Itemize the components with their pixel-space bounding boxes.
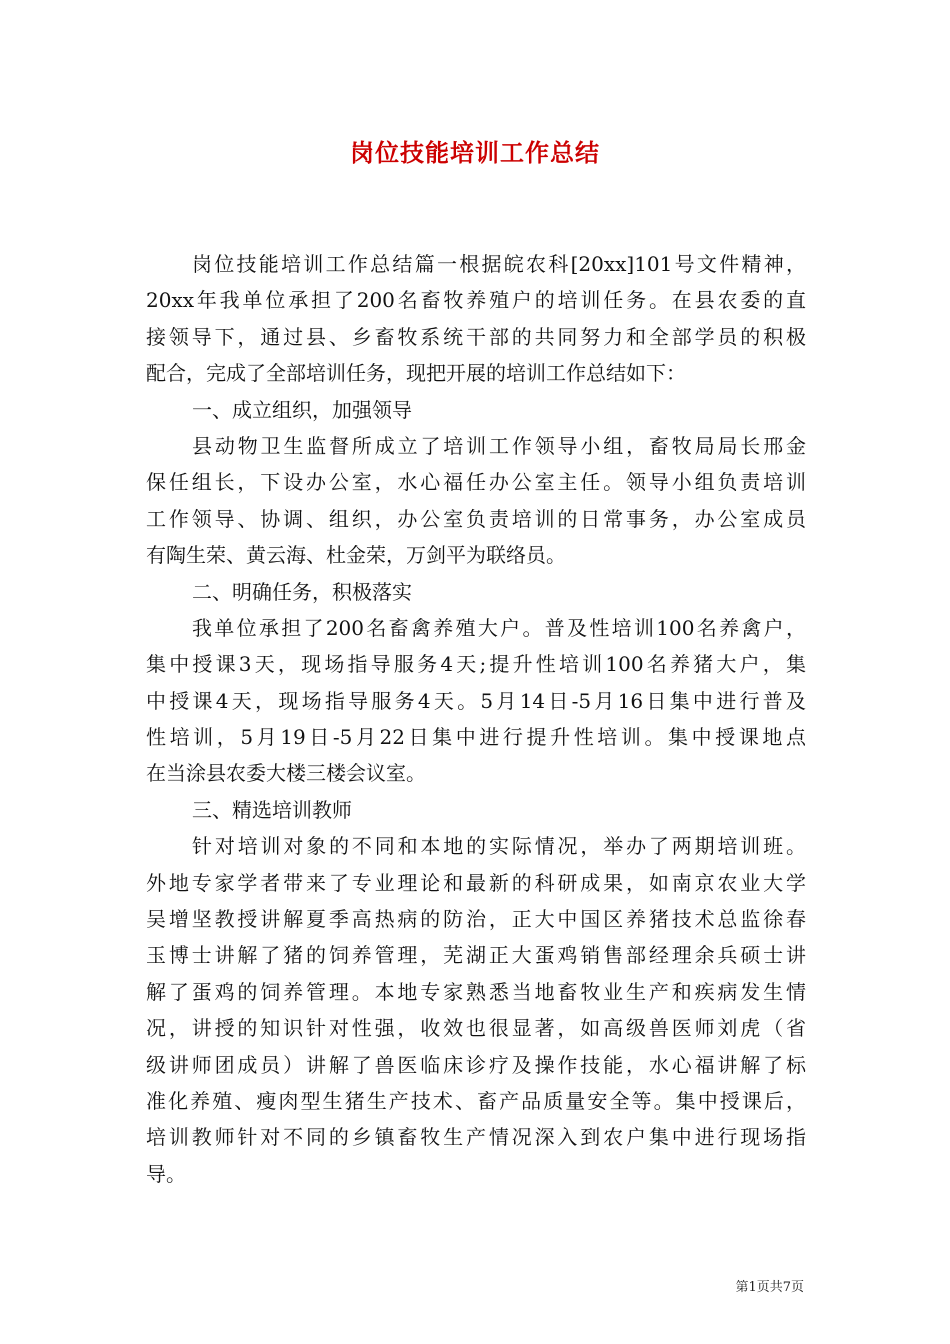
text-line: 导。 [146, 1161, 186, 1186]
text-line: 级讲师团成员）讲解了兽医临床诊疗及操作技能，水心福讲解了标 [146, 1052, 806, 1077]
text-line: 工作领导、协调、组织，办公室负责培训的日常事务，办公室成员 [146, 506, 806, 531]
text-line: 三、精选培训教师 [192, 797, 352, 822]
text-line: 岗位技能培训工作总结篇一根据皖农科[20xx]101号文件精神， [192, 252, 806, 276]
text-line: 玉博士讲解了猪的饲养管理，芜湖正大蛋鸡销售部经理余兵硕士讲 [146, 943, 806, 968]
text-line: 县动物卫生监督所成立了培训工作领导小组，畜牧局局长邢金 [192, 433, 806, 458]
text-line: 我单位承担了200名畜禽养殖大户。普及性培训100名养禽户， [192, 615, 806, 640]
text-line: 二、明确任务，积极落实 [192, 579, 412, 604]
document-body [146, 246, 806, 1192]
text-line: 配合，完成了全部培训任务，现把开展的培训工作总结如下： [146, 361, 686, 386]
text-line: 集中授课3天，现场指导服务4天;提升性培训100名养猪大户，集 [146, 652, 806, 677]
text-line: 培训教师针对不同的乡镇畜牧生产情况深入到农户集中进行现场指 [146, 1125, 806, 1150]
text-line: 吴增坚教授讲解夏季高热病的防治，正大中国区养猪技术总监徐春 [146, 907, 806, 932]
page-number: 第1页共7页 [735, 1280, 804, 1295]
text-line: 在当涂县农委大楼三楼会议室。 [146, 761, 426, 786]
text-line: 有陶生荣、黄云海、杜金荣，万剑平为联络员。 [146, 543, 566, 568]
text-line: 保任组长，下设办公室，水心福任办公室主任。领导小组负责培训 [146, 470, 806, 495]
text-line: 一、成立组织，加强领导 [192, 397, 412, 422]
text-line: 中授课4天，现场指导服务4天。5月14日-5月16日集中进行普及 [146, 688, 806, 713]
text-line: 外地专家学者带来了专业理论和最新的科研成果，如南京农业大学 [146, 870, 806, 895]
text-line: 20xx年我单位承担了200名畜牧养殖户的培训任务。在县农委的直 [146, 288, 806, 313]
text-line: 准化养殖、瘦肉型生猪生产技术、畜产品质量安全等。集中授课后， [146, 1088, 806, 1113]
text-line: 性培训，5月19日-5月22日集中进行提升性培训。集中授课地点 [146, 725, 806, 750]
text-line: 解了蛋鸡的饲养管理。本地专家熟悉当地畜牧业生产和疾病发生情 [146, 979, 806, 1004]
text-line: 接领导下，通过县、乡畜牧系统干部的共同努力和全部学员的积极 [146, 324, 806, 349]
text-line: 针对培训对象的不同和本地的实际情况，举办了两期培训班。 [192, 834, 806, 859]
document-title: 岗位技能培训工作总结 [350, 138, 600, 167]
text-line: 况，讲授的知识针对性强，收效也很显著，如高级兽医师刘虎（省 [146, 1016, 806, 1041]
